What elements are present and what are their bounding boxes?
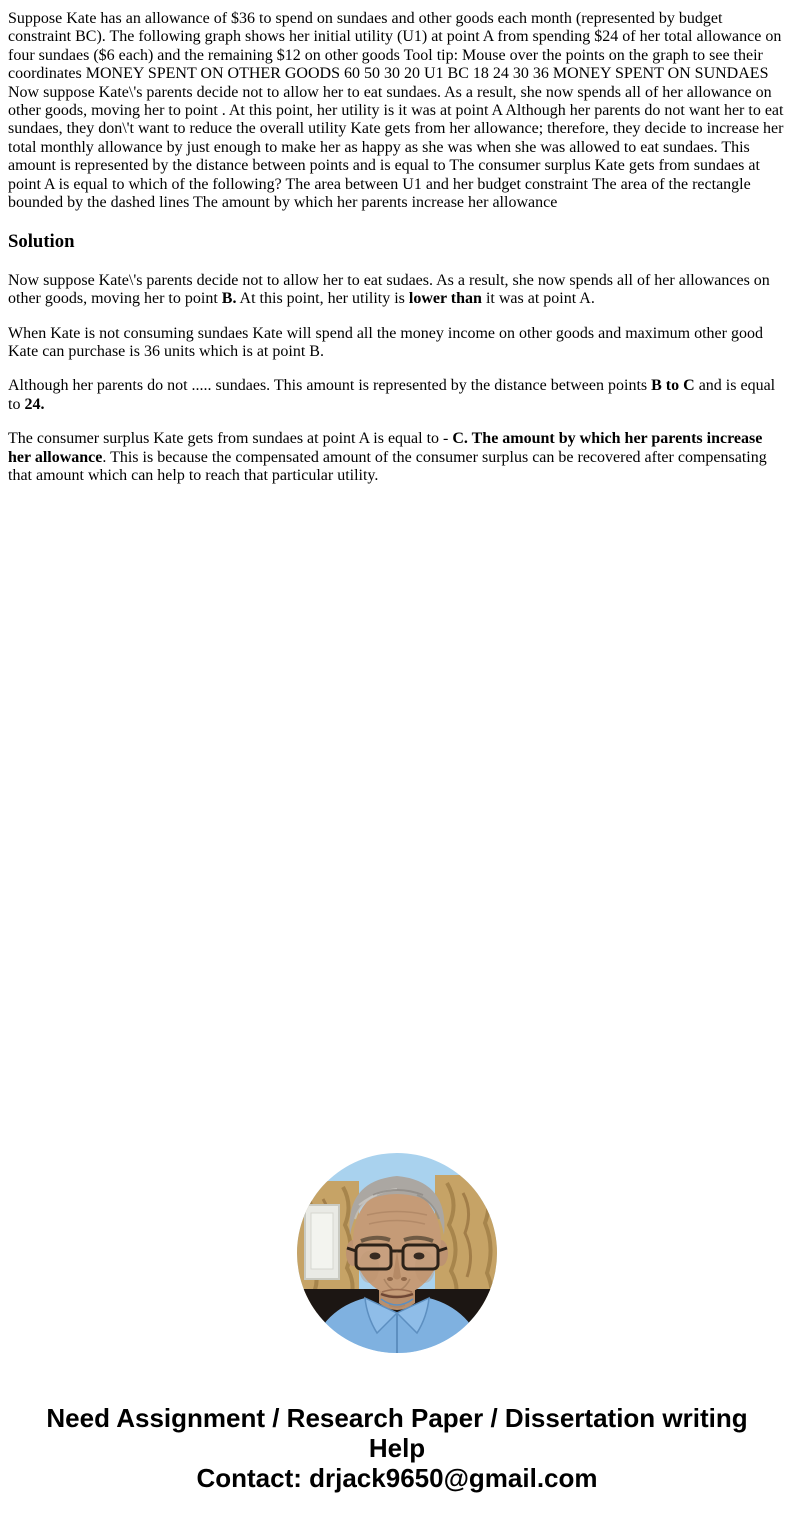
question-text: Suppose Kate has an allowance of $36 to spend on sundaes and other goods each month (represented by budget constraint BC). The following graph shows her initial utility (U1) at point A from spending $24 of her total allowance on four sundaes ($6 each) and the remaining $12 on other goods Tool tip: Mouse over the points on the graph to see their coordinates MONEY SPENT ON OTHER GOODS 60 50 30 20 U1 BC 18 24 30 36 MONEY SPENT ON SUNDAES Now suppose Kate\'s parents decide not to allow her to eat sundaes. As a result, she now spends all of her allowance on other goods, moving her to point . At this point, her utility is it was at point A Although her parents do not want her to eat sundaes, they don\'t want to reduce the overall utility Kate gets from her allowance; therefore, they decide to increase her total monthly allowance by just enough to make her as happy as she was when she was allowed to eat sundaes. This amount is represented by the distance between points and is equal to The consumer surplus Kate gets from sundaes at point A is equal to which of the following? The area between U1 and her budget constraint The area of the rectangle bounded by the dashed lines The amount by which her parents increase her allowance: [8, 10, 784, 211]
footer-contact-email: Contact: drjack9650@gmail.com: [196, 1463, 598, 1494]
footer-help-text: Need Assignment / Research Paper / Dissertation writing Help: [46, 1403, 748, 1464]
footer-banner: [8, 1403, 786, 1493]
solution-paragraph: Now suppose Kate\'s parents decide not to allow her to eat sudaes. As a result, she now spends all of her allowances on other goods, moving her to point B. At this point, her utility is lower than it was at point A.: [8, 271, 770, 308]
solution-paragraph: The consumer surplus Kate gets from sundaes at point A is equal to - C. The amount by which her parents increase her allowance. This is because the compensated amount of the consumer surplus can be recovered after compensating that amount which can help to reach that particular utility.: [8, 430, 767, 484]
solution-paragraph: Although her parents do not ..... sundaes. This amount is represented by the distance between points B to C and is equal to 24.: [8, 377, 776, 413]
solution-heading: Solution: [8, 231, 75, 253]
blank-spacer: [8, 501, 786, 1153]
solution-section: [8, 272, 786, 486]
instructor-photo: [297, 1153, 497, 1353]
solution-paragraph: When Kate is not consuming sundaes Kate will spend all the money income on other goods and maximum other good Kate can purchase is 36 units which is at point B.: [8, 324, 763, 360]
instructor-portrait-image: [297, 1153, 497, 1353]
